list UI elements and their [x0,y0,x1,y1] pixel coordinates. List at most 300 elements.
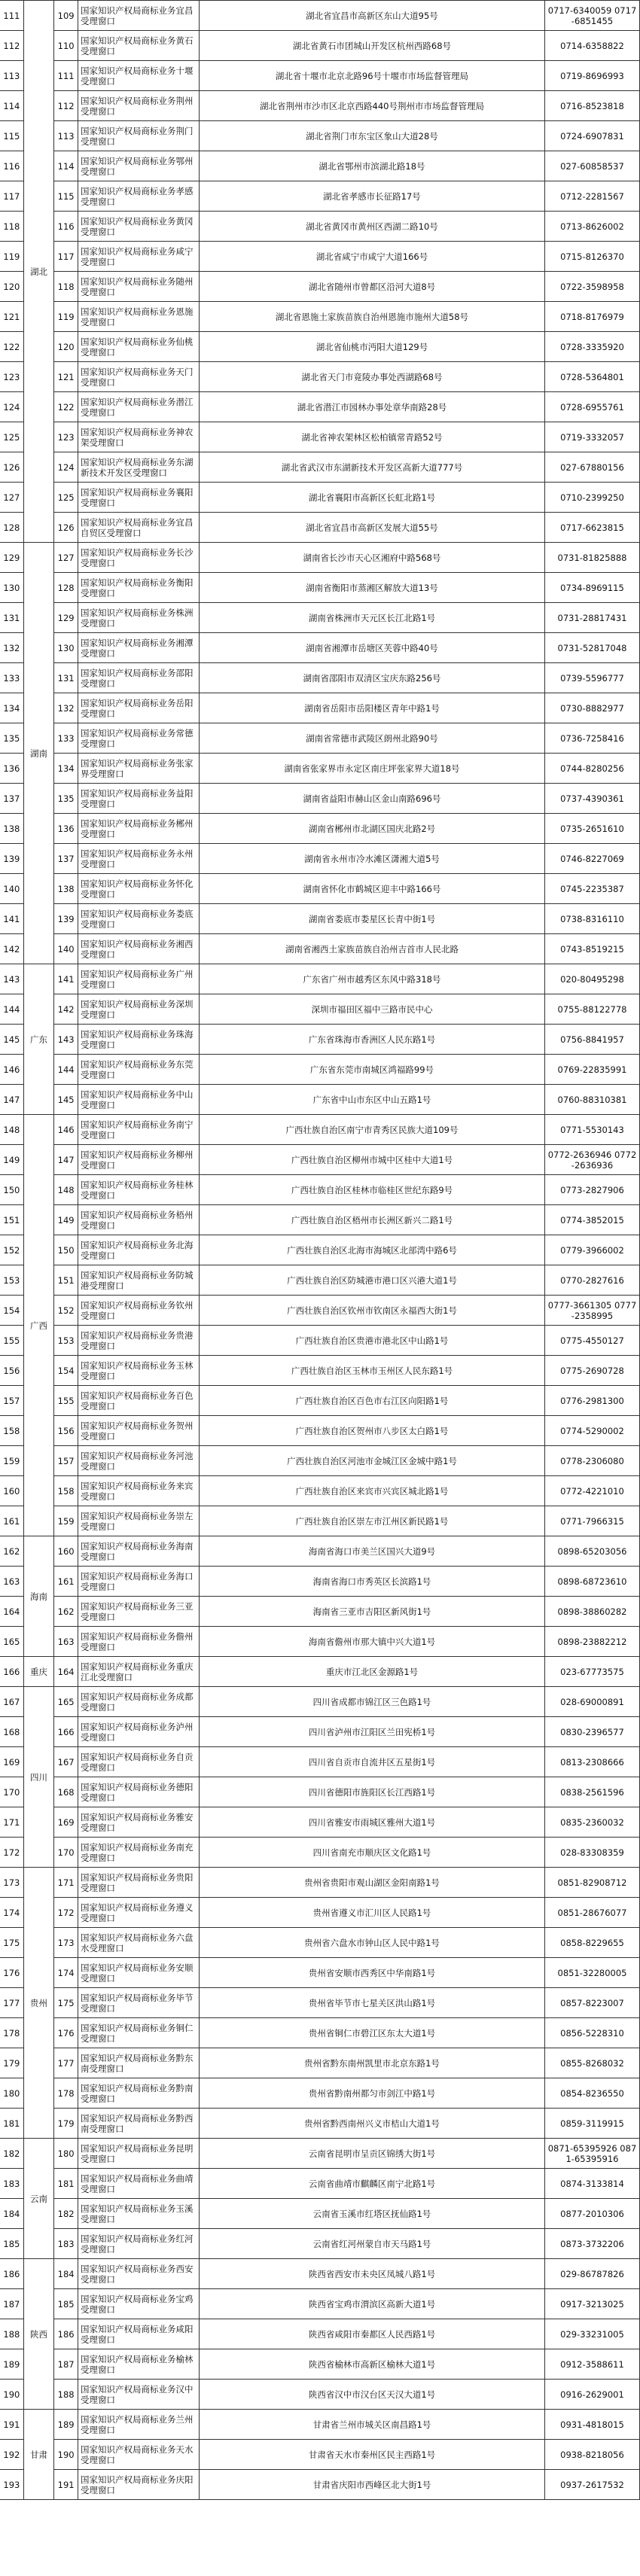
table-row [0,2109,640,2139]
table-row [0,1506,640,1536]
window-name: 国家知识产权局商标业务怀化受理窗口 [78,874,200,904]
window-number: 131 [54,663,78,693]
window-name: 国家知识产权局商标业务黔东南受理窗口 [78,2048,200,2078]
window-name: 国家知识产权局商标业务海南受理窗口 [78,1536,200,1567]
window-number: 167 [54,1747,78,1777]
row-number: 147 [0,1085,23,1115]
table-row [0,2048,640,2078]
row-number: 187 [0,2289,23,2319]
row-number: 144 [0,994,23,1025]
window-name: 国家知识产权局商标业务常德受理窗口 [78,723,200,754]
window-number: 163 [54,1627,78,1657]
window-name: 国家知识产权局商标业务南充受理窗口 [78,1838,200,1868]
window-address: 四川省南充市顺庆区文化路1号 [200,1838,545,1868]
row-number: 156 [0,1356,23,1386]
province-cell: 湖北 [23,1,54,543]
table-row [0,1777,640,1807]
window-phone: 0716-8523818 [544,91,639,121]
row-number: 128 [0,513,23,543]
window-number: 148 [54,1175,78,1205]
row-number: 145 [0,1025,23,1055]
window-number: 180 [54,2139,78,2169]
window-number: 114 [54,151,78,181]
window-phone: 0745-2235387 [544,874,639,904]
row-number: 122 [0,332,23,362]
window-phone: 0775-2690728 [544,1356,639,1386]
window-address: 湖南省怀化市鹤城区迎丰中路166号 [200,874,545,904]
window-address: 湖南省娄底市娄星区长青中街1号 [200,904,545,934]
window-phone: 0857-8223007 [544,1988,639,2018]
window-phone: 0719-8696993 [544,61,639,91]
window-address: 湖北省孝感市长征路17号 [200,181,545,212]
window-phone: 0756-8841957 [544,1025,639,1055]
window-address: 湖北省荆门市东宝区象山大道28号 [200,121,545,151]
table-row [0,1326,640,1356]
window-address: 湖北省恩施土家族苗族自治州恩施市施州大道58号 [200,302,545,332]
window-address: 陕西省榆林市高新区榆林大道1号 [200,2349,545,2380]
window-number: 176 [54,2018,78,2048]
window-number: 142 [54,994,78,1025]
table-row [0,573,640,603]
table-body [0,1,640,2500]
row-number: 127 [0,483,23,513]
window-number: 156 [54,1416,78,1446]
window-number: 170 [54,1838,78,1868]
table-row [0,1,640,31]
row-number: 116 [0,151,23,181]
table-row [0,91,640,121]
window-number: 154 [54,1356,78,1386]
window-phone: 0728-5364801 [544,362,639,392]
window-address: 海南省儋州市那大镇中兴大道1号 [200,1627,545,1657]
window-name: 国家知识产权局商标业务恩施受理窗口 [78,302,200,332]
row-number: 180 [0,2078,23,2109]
table-row [0,2289,640,2319]
window-name: 国家知识产权局商标业务随州受理窗口 [78,272,200,302]
row-number: 162 [0,1536,23,1567]
window-address: 湖北省黄石市团城山开发区杭州西路68号 [200,31,545,61]
window-phone: 020-80495298 [544,964,639,994]
window-address: 湖北省宜昌市高新区发展大道55号 [200,513,545,543]
window-phone: 0898-68723610 [544,1567,639,1597]
table-row [0,1838,640,1868]
window-phone: 0778-2306080 [544,1446,639,1476]
row-number: 131 [0,603,23,633]
table-row [0,934,640,964]
window-name: 国家知识产权局商标业务昆明受理窗口 [78,2139,200,2169]
window-name: 国家知识产权局商标业务铜仁受理窗口 [78,2018,200,2048]
table-row [0,2018,640,2048]
row-number: 190 [0,2380,23,2410]
window-name: 国家知识产权局商标业务曲靖受理窗口 [78,2169,200,2199]
window-name: 国家知识产权局商标业务荆门受理窗口 [78,121,200,151]
table-row [0,1717,640,1747]
window-phone: 0937-2617532 [544,2470,639,2500]
window-name: 国家知识产权局商标业务鄂州受理窗口 [78,151,200,181]
table-row [0,1416,640,1446]
row-number: 167 [0,1687,23,1717]
window-name: 国家知识产权局商标业务北海受理窗口 [78,1235,200,1265]
window-address: 广西壮族自治区南宁市青秀区民族大道109号 [200,1115,545,1145]
table-row [0,693,640,723]
window-name: 国家知识产权局商标业务深圳受理窗口 [78,994,200,1025]
row-number: 161 [0,1506,23,1536]
window-address: 湖南省永州市冷水滩区潇湘大道5号 [200,844,545,874]
table-row [0,1958,640,1988]
window-number: 155 [54,1386,78,1416]
table-row [0,1085,640,1115]
window-number: 184 [54,2259,78,2289]
window-name: 国家知识产权局商标业务汉中受理窗口 [78,2380,200,2410]
window-name: 国家知识产权局商标业务黔南受理窗口 [78,2078,200,2109]
window-address: 贵州省毕节市七星关区洪山路1号 [200,1988,545,2018]
window-address: 湖北省仙桃市沔阳大道129号 [200,332,545,362]
window-phone: 0877-2010306 [544,2199,639,2229]
window-name: 国家知识产权局商标业务梧州受理窗口 [78,1205,200,1235]
window-phone: 0835-2360032 [544,1807,639,1838]
window-name: 国家知识产权局商标业务榆林受理窗口 [78,2349,200,2380]
window-phone: 0851-32280005 [544,1958,639,1988]
window-number: 178 [54,2078,78,2109]
window-address: 湖北省潜江市园林办事处章华南路28号 [200,392,545,422]
window-address: 广西壮族自治区来宾市兴宾区城北路1号 [200,1476,545,1506]
window-address: 广西壮族自治区北海市海城区北部湾中路6号 [200,1235,545,1265]
window-name: 国家知识产权局商标业务十堰受理窗口 [78,61,200,91]
row-number: 119 [0,242,23,272]
table-row [0,784,640,814]
window-number: 183 [54,2229,78,2259]
table-row [0,31,640,61]
table-row [0,1898,640,1928]
window-address: 湖北省随州市曾都区沿河大道8号 [200,272,545,302]
window-name: 国家知识产权局商标业务荆州受理窗口 [78,91,200,121]
province-cell: 四川 [23,1687,54,1868]
row-number: 181 [0,2109,23,2139]
table-row [0,61,640,91]
window-phone: 0710-2399250 [544,483,639,513]
window-name: 国家知识产权局商标业务南宁受理窗口 [78,1115,200,1145]
window-address: 海南省海口市美兰区国兴大道9号 [200,1536,545,1567]
window-address: 贵州省六盘水市钟山区人民中路1号 [200,1928,545,1958]
window-phone: 0734-8969115 [544,573,639,603]
window-number: 187 [54,2349,78,2380]
row-number: 193 [0,2470,23,2500]
row-number: 163 [0,1567,23,1597]
window-address: 广西壮族自治区梧州市长洲区新兴二路1号 [200,1205,545,1235]
row-number: 146 [0,1055,23,1085]
window-name: 国家知识产权局商标业务柳州受理窗口 [78,1145,200,1175]
table-row [0,904,640,934]
row-number: 120 [0,272,23,302]
window-name: 国家知识产权局商标业务湘潭受理窗口 [78,633,200,663]
window-address: 广西壮族自治区崇左市江州区新民路1号 [200,1506,545,1536]
window-phone: 0855-8268032 [544,2048,639,2078]
window-phone: 023-67773575 [544,1657,639,1687]
row-number: 160 [0,1476,23,1506]
row-number: 168 [0,1717,23,1747]
row-number: 148 [0,1115,23,1145]
table-row [0,452,640,483]
row-number: 129 [0,543,23,573]
window-address: 广西壮族自治区贺州市八步区太白路1号 [200,1416,545,1446]
window-number: 124 [54,452,78,483]
row-number: 186 [0,2259,23,2289]
window-address: 陕西省宝鸡市渭滨区高新大道1号 [200,2289,545,2319]
window-phone: 0771-5530143 [544,1115,639,1145]
window-address: 广西壮族自治区百色市右江区向阳路1号 [200,1386,545,1416]
window-phone: 0871-65395926 0871-65395916 [544,2139,639,2169]
window-name: 国家知识产权局商标业务孝感受理窗口 [78,181,200,212]
window-name: 国家知识产权局商标业务贵港受理窗口 [78,1326,200,1356]
window-name: 国家知识产权局商标业务毕节受理窗口 [78,1988,200,2018]
window-number: 175 [54,1988,78,2018]
window-phone: 0917-3213025 [544,2289,639,2319]
table-row [0,2078,640,2109]
window-phone: 0854-8236550 [544,2078,639,2109]
row-number: 149 [0,1145,23,1175]
window-name: 国家知识产权局商标业务咸宁受理窗口 [78,242,200,272]
table-row [0,2169,640,2199]
row-number: 170 [0,1777,23,1807]
window-number: 179 [54,2109,78,2139]
window-address: 湖南省益阳市赫山区金山南路696号 [200,784,545,814]
window-phone: 0777-3661305 0777-2358995 [544,1296,639,1326]
table-row [0,1928,640,1958]
window-name: 国家知识产权局商标业务雅安受理窗口 [78,1807,200,1838]
window-phone: 028-83308359 [544,1838,639,1868]
window-phone: 0859-3119915 [544,2109,639,2139]
table-row [0,1536,640,1567]
window-phone: 0776-2981300 [544,1386,639,1416]
table-row [0,1356,640,1386]
window-name: 国家知识产权局商标业务娄底受理窗口 [78,904,200,934]
window-name: 国家知识产权局商标业务湘西受理窗口 [78,934,200,964]
window-address: 甘肃省庆阳市西峰区北大街1号 [200,2470,545,2500]
table-row [0,422,640,452]
province-cell: 甘肃 [23,2410,54,2500]
row-number: 182 [0,2139,23,2169]
window-phone: 0774-5290002 [544,1416,639,1446]
window-name: 国家知识产权局商标业务珠海受理窗口 [78,1025,200,1055]
window-number: 112 [54,91,78,121]
table-row [0,2199,640,2229]
window-address: 湖南省岳阳市岳阳楼区青年中路1号 [200,693,545,723]
window-phone: 0731-52817048 [544,633,639,663]
table-row [0,1868,640,1898]
window-address: 四川省德阳市旌阳区长江西路1号 [200,1777,545,1807]
window-number: 162 [54,1597,78,1627]
window-address: 云南省昆明市呈贡区锦绣大街1号 [200,2139,545,2169]
table-row [0,362,640,392]
table-row [0,814,640,844]
window-phone: 0856-5228310 [544,2018,639,2048]
row-number: 136 [0,754,23,784]
window-number: 120 [54,332,78,362]
row-number: 130 [0,573,23,603]
window-number: 158 [54,1476,78,1506]
table-row [0,302,640,332]
window-name: 国家知识产权局商标业务来宾受理窗口 [78,1476,200,1506]
window-phone: 0916-2629001 [544,2380,639,2410]
window-number: 134 [54,754,78,784]
row-number: 113 [0,61,23,91]
window-phone: 0898-65203056 [544,1536,639,1567]
window-name: 国家知识产权局商标业务六盘水受理窗口 [78,1928,200,1958]
table-row [0,603,640,633]
row-number: 132 [0,633,23,663]
window-name: 国家知识产权局商标业务东莞受理窗口 [78,1055,200,1085]
row-number: 183 [0,2169,23,2199]
window-name: 国家知识产权局商标业务岳阳受理窗口 [78,693,200,723]
table-row [0,2139,640,2169]
window-phone: 0931-4818015 [544,2410,639,2440]
window-number: 132 [54,693,78,723]
row-number: 172 [0,1838,23,1868]
window-name: 国家知识产权局商标业务益阳受理窗口 [78,784,200,814]
row-number: 188 [0,2319,23,2349]
row-number: 165 [0,1627,23,1657]
row-number: 178 [0,2018,23,2048]
window-number: 121 [54,362,78,392]
window-name: 国家知识产权局商标业务庆阳受理窗口 [78,2470,200,2500]
window-name: 国家知识产权局商标业务儋州受理窗口 [78,1627,200,1657]
window-number: 164 [54,1657,78,1687]
window-address: 湖北省黄冈市黄州区西湖二路10号 [200,212,545,242]
window-address: 贵州省黔东南州凯里市北京东路1号 [200,2048,545,2078]
window-name: 国家知识产权局商标业务玉溪受理窗口 [78,2199,200,2229]
window-number: 169 [54,1807,78,1838]
window-phone: 0898-23882212 [544,1627,639,1657]
table-row [0,1025,640,1055]
window-address: 湖南省湘西土家族苗族自治州吉首市人民北路 [200,934,545,964]
window-number: 139 [54,904,78,934]
table-row [0,723,640,754]
window-address: 四川省成都市锦江区三色路1号 [200,1687,545,1717]
window-phone: 0744-8280256 [544,754,639,784]
window-name: 国家知识产权局商标业务黄冈受理窗口 [78,212,200,242]
window-address: 湖南省张家界市永定区南庄坪张家界大道18号 [200,754,545,784]
window-phone: 0737-4390361 [544,784,639,814]
window-number: 109 [54,1,78,31]
row-number: 171 [0,1807,23,1838]
row-number: 179 [0,2048,23,2078]
table-row [0,1446,640,1476]
row-number: 112 [0,31,23,61]
window-phone: 0830-2396577 [544,1717,639,1747]
table-row [0,2259,640,2289]
window-name: 国家知识产权局商标业务广州受理窗口 [78,964,200,994]
window-phone: 0874-3133814 [544,2169,639,2199]
window-phone: 0724-6907831 [544,121,639,151]
window-name: 国家知识产权局商标业务泸州受理窗口 [78,1717,200,1747]
window-address: 湖北省天门市竟陵办事处西湖路68号 [200,362,545,392]
table-row [0,1627,640,1657]
row-number: 185 [0,2229,23,2259]
table-row [0,844,640,874]
row-number: 117 [0,181,23,212]
window-number: 133 [54,723,78,754]
window-address: 湖北省武汉市东湖新技术开发区高新大道777号 [200,452,545,483]
window-name: 国家知识产权局商标业务咸阳受理窗口 [78,2319,200,2349]
window-address: 四川省雅安市雨城区雅州大道1号 [200,1807,545,1838]
row-number: 191 [0,2410,23,2440]
table-row [0,181,640,212]
window-number: 186 [54,2319,78,2349]
table-row [0,1205,640,1235]
window-number: 160 [54,1536,78,1567]
window-address: 贵州省铜仁市碧江区东太大道1号 [200,2018,545,2048]
window-number: 116 [54,212,78,242]
table-row [0,1175,640,1205]
window-phone: 0712-2281567 [544,181,639,212]
window-phone: 0851-28676077 [544,1898,639,1928]
window-address: 云南省红河州蒙自市天马路1号 [200,2229,545,2259]
table-row [0,1988,640,2018]
window-number: 153 [54,1326,78,1356]
window-number: 141 [54,964,78,994]
window-phone: 0739-5596777 [544,663,639,693]
window-phone: 0898-38860282 [544,1597,639,1627]
row-number: 166 [0,1657,23,1687]
window-number: 135 [54,784,78,814]
row-number: 173 [0,1868,23,1898]
window-phone: 0775-4550127 [544,1326,639,1356]
window-number: 115 [54,181,78,212]
window-name: 国家知识产权局商标业务西安受理窗口 [78,2259,200,2289]
row-number: 192 [0,2440,23,2470]
window-phone: 0851-82908712 [544,1868,639,1898]
table-row [0,392,640,422]
window-address: 海南省三亚市吉阳区新风街1号 [200,1597,545,1627]
window-number: 185 [54,2289,78,2319]
province-cell: 广西 [23,1115,54,1536]
window-address: 湖南省湘潭市岳塘区芙蓉中路40号 [200,633,545,663]
window-number: 159 [54,1506,78,1536]
window-number: 177 [54,2048,78,2078]
window-number: 188 [54,2380,78,2410]
row-number: 152 [0,1235,23,1265]
window-phone: 0760-88310381 [544,1085,639,1115]
province-cell: 陕西 [23,2259,54,2410]
table-row [0,2410,640,2440]
province-cell: 广东 [23,964,54,1115]
row-number: 114 [0,91,23,121]
window-name: 国家知识产权局商标业务贺州受理窗口 [78,1416,200,1446]
window-address: 广西壮族自治区贵港市港北区中山路1号 [200,1326,545,1356]
window-address: 广西壮族自治区河池市金城江区金城中路1号 [200,1446,545,1476]
window-name: 国家知识产权局商标业务遵义受理窗口 [78,1898,200,1928]
window-number: 152 [54,1296,78,1326]
window-number: 165 [54,1687,78,1717]
window-name: 国家知识产权局商标业务百色受理窗口 [78,1386,200,1416]
window-address: 陕西省西安市未央区凤城八路1号 [200,2259,545,2289]
row-number: 125 [0,422,23,452]
row-number: 157 [0,1386,23,1416]
table-row [0,874,640,904]
window-address: 湖南省邵阳市双清区宝庆东路256号 [200,663,545,693]
window-phone: 029-33231005 [544,2319,639,2349]
window-name: 国家知识产权局商标业务天门受理窗口 [78,362,200,392]
window-name: 国家知识产权局商标业务宜昌自贸区受理窗口 [78,513,200,543]
window-phone: 0731-28817431 [544,603,639,633]
table-row [0,332,640,362]
window-address: 陕西省汉中市汉台区天汉大道1号 [200,2380,545,2410]
window-number: 149 [54,1205,78,1235]
table-row [0,663,640,693]
window-name: 国家知识产权局商标业务重庆江北受理窗口 [78,1657,200,1687]
window-phone: 0743-8519215 [544,934,639,964]
window-number: 110 [54,31,78,61]
